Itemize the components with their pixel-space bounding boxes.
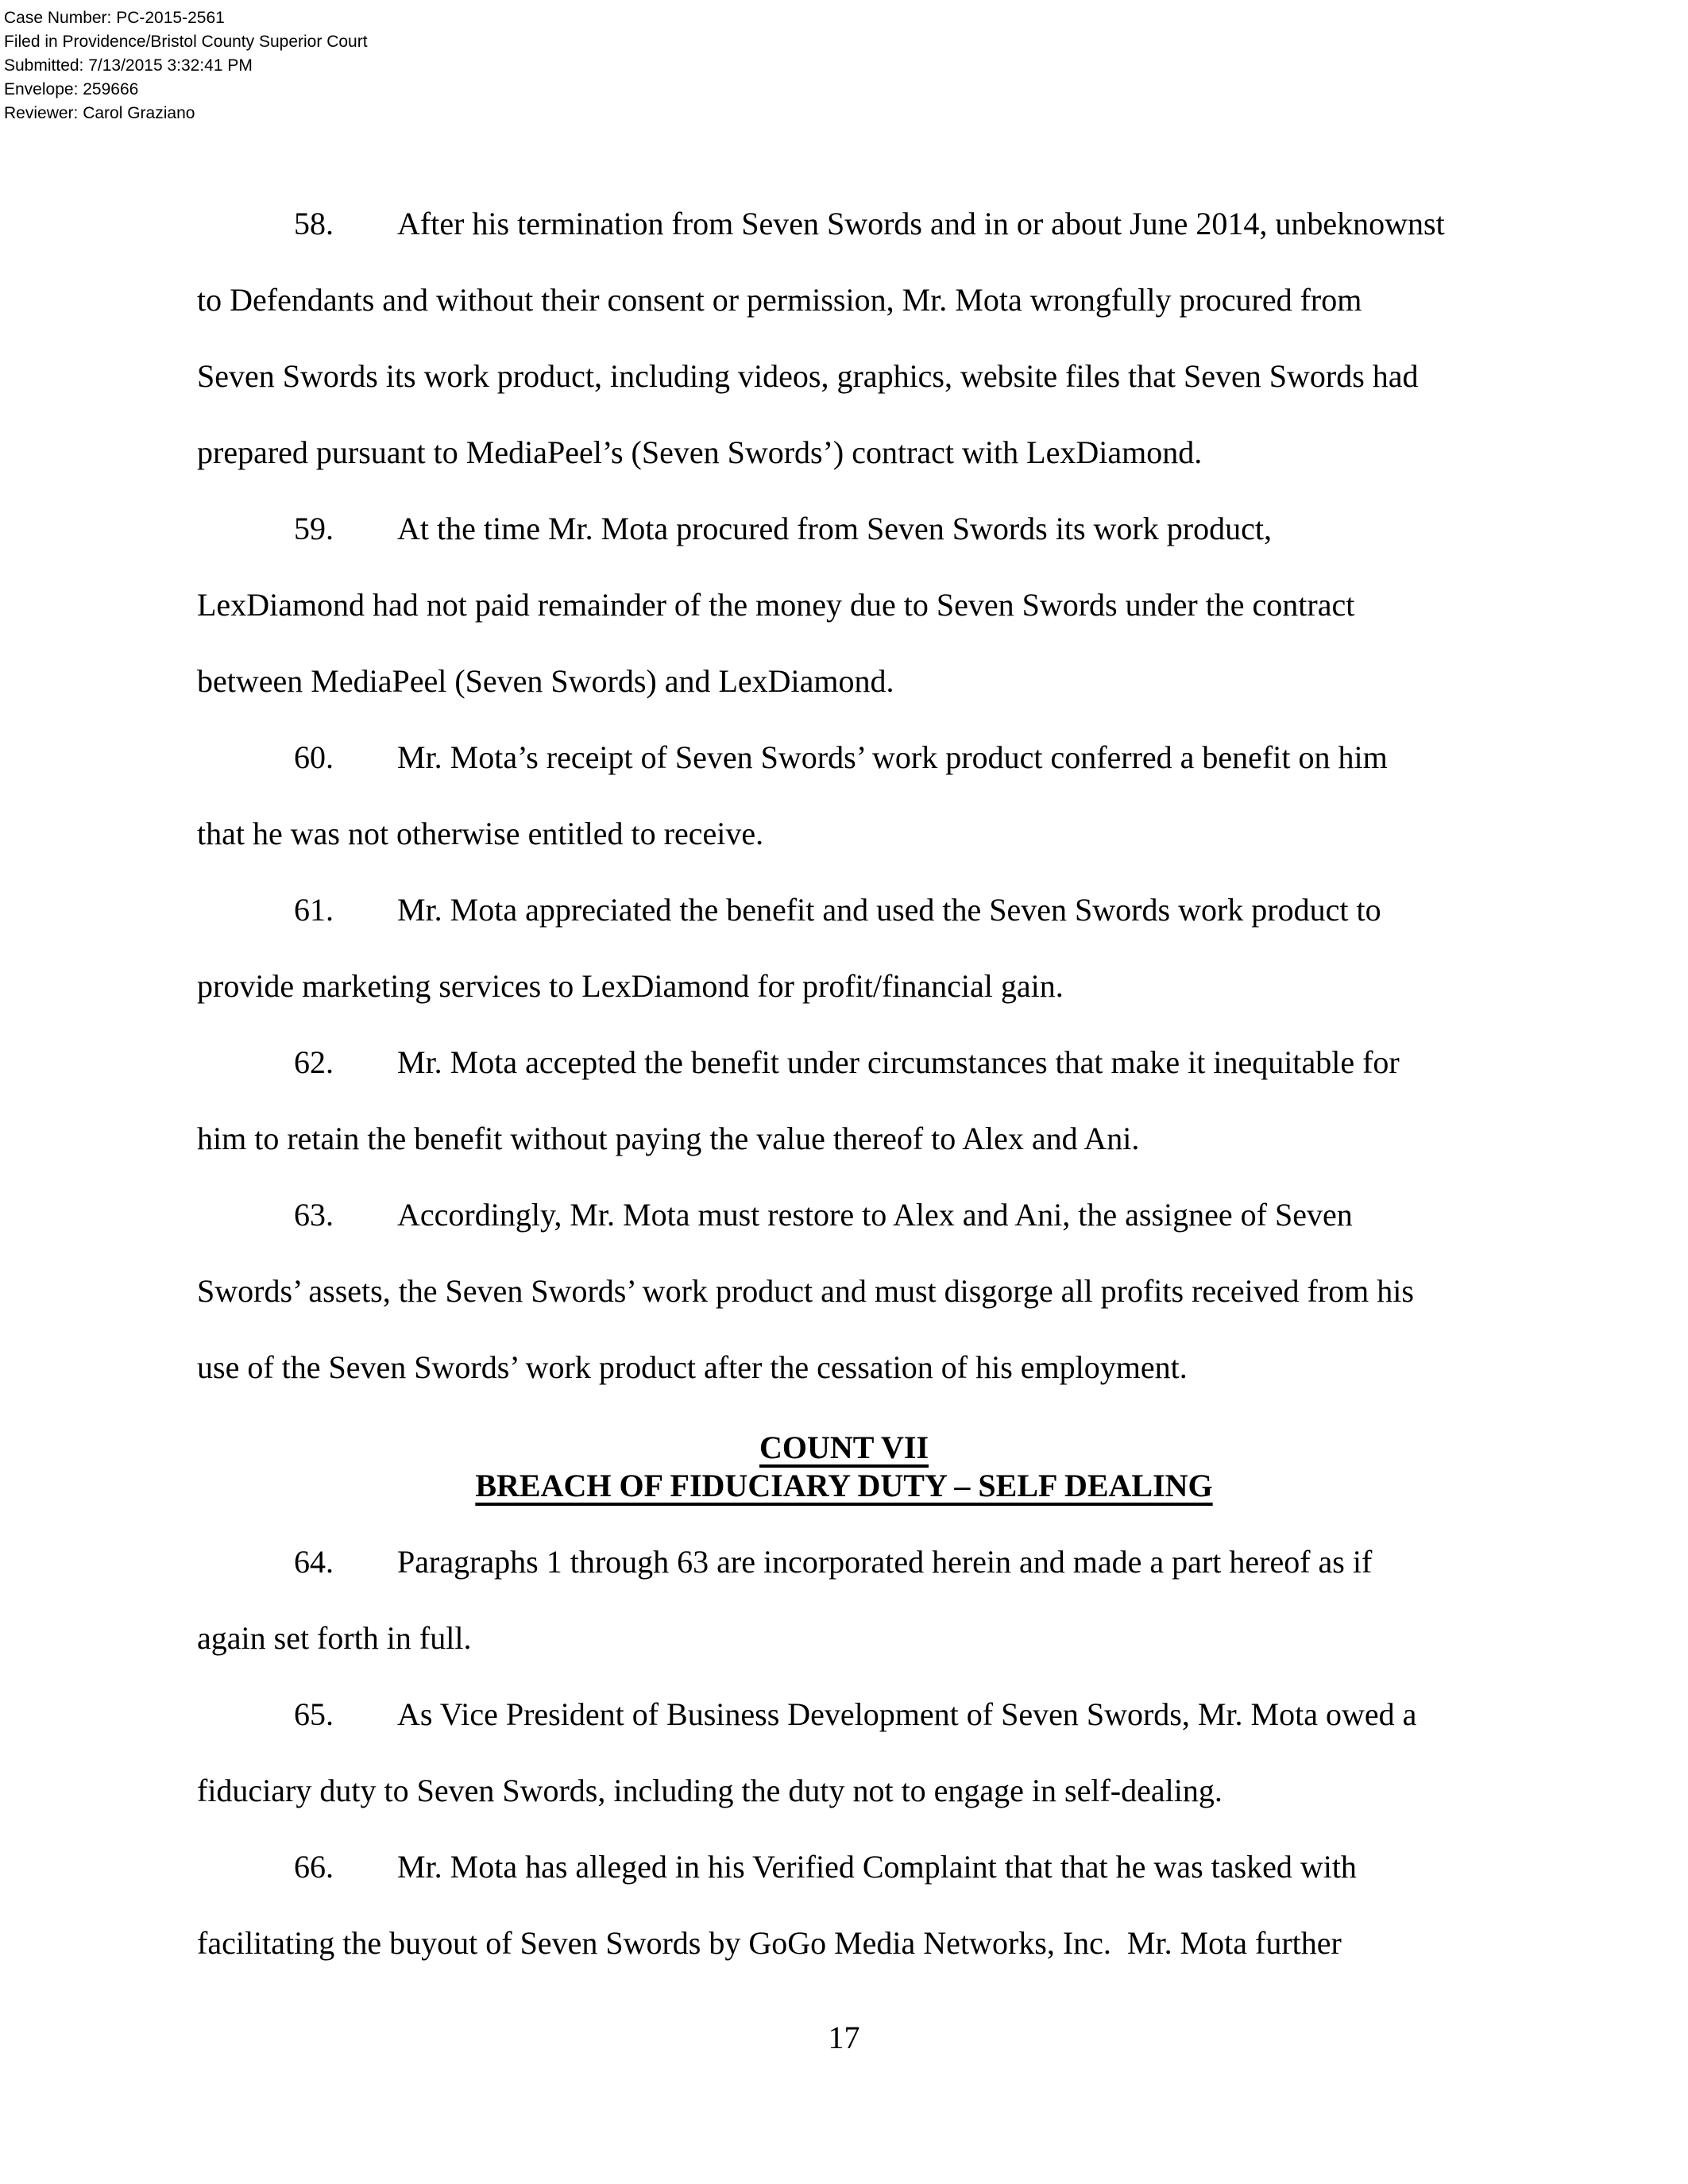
paragraph-text: Accordingly, Mr. Mota must restore to Alex and Ani, the assignee of Seven: [397, 1197, 1353, 1233]
page-number: 17: [828, 2020, 860, 2055]
paragraph-63: [197, 1196, 1508, 1425]
paragraph-line: [197, 1196, 1508, 1272]
stamp-submitted: Submitted: 7/13/2015 3:32:41 PM: [4, 56, 253, 75]
paragraph-text: Paragraphs 1 through 63 are incorporated herein and made a part hereof as if: [397, 1544, 1373, 1580]
paragraph-line: Seven Swords its work product, including videos, graphics, website files that Seven Swords had: [197, 358, 1419, 394]
paragraph-66: [197, 1848, 1508, 2001]
paragraph-line: between MediaPeel (Seven Swords) and LexDiamond.: [197, 663, 894, 699]
efiling-stamp: [4, 6, 368, 125]
paragraph-line: prepared pursuant to MediaPeel’s (Seven Swords’) contract with LexDiamond.: [197, 434, 1203, 470]
paragraph-line: provide marketing services to LexDiamond for profit/financial gain.: [197, 968, 1064, 1004]
paragraph-line: use of the Seven Swords’ work product after the cessation of his employment.: [197, 1349, 1188, 1385]
paragraph-number: 62.: [294, 1044, 334, 1080]
paragraph-text: Mr. Mota’s receipt of Seven Swords’ work product conferred a benefit on him: [397, 739, 1388, 775]
paragraph-line: again set forth in full.: [197, 1620, 472, 1656]
stamp-envelope: Envelope: 259666: [4, 80, 139, 98]
paragraph-line: [197, 205, 1508, 281]
paragraph-number: 58.: [294, 206, 334, 241]
paragraph-number: 61.: [294, 892, 334, 928]
paragraph-64: [197, 1543, 1508, 1696]
paragraph-line: [197, 891, 1508, 967]
stamp-filed-court: Filed in Providence/Bristol County Superior Court: [4, 33, 368, 51]
paragraph-line: [197, 1696, 1508, 1772]
paragraph-line: fiduciary duty to Seven Swords, including the duty not to engage in self-dealing.: [197, 1773, 1223, 1808]
paragraph-61: [197, 891, 1508, 1044]
paragraph-line: [197, 739, 1508, 815]
paragraph-number: 66.: [294, 1849, 334, 1885]
paragraph-line: him to retain the benefit without paying the value thereof to Alex and Ani.: [197, 1121, 1140, 1156]
paragraph-text: Mr. Mota appreciated the benefit and used the Seven Swords work product to: [397, 892, 1381, 928]
stamp-case-number: Case Number: PC-2015-2561: [4, 9, 225, 27]
paragraph-line: [197, 1848, 1508, 1924]
paragraph-line: [197, 1543, 1508, 1619]
count-title: BREACH OF FIDUCIARY DUTY – SELF DEALING: [475, 1468, 1213, 1503]
paragraph-line: Swords’ assets, the Seven Swords’ work product and must disgorge all profits received from his: [197, 1273, 1414, 1309]
body-block-lower: [197, 1543, 1508, 2001]
paragraph-number: 65.: [294, 1696, 334, 1732]
paragraph-number: 63.: [294, 1197, 334, 1233]
paragraph-59: [197, 510, 1508, 739]
paragraph-line: that he was not otherwise entitled to receive.: [197, 816, 764, 851]
paragraph-line: [197, 510, 1508, 586]
paragraph-text: As Vice President of Business Development of Seven Swords, Mr. Mota owed a: [397, 1696, 1417, 1732]
body-block-upper: [197, 205, 1508, 1425]
count-label: COUNT VII: [759, 1430, 929, 1465]
paragraph-text: After his termination from Seven Swords and in or about June 2014, unbeknownst: [397, 206, 1445, 241]
paragraph-number: 64.: [294, 1544, 334, 1580]
paragraph-number: 59.: [294, 511, 334, 546]
paragraph-line: [197, 1044, 1508, 1120]
stamp-reviewer: Reviewer: Carol Graziano: [4, 104, 195, 122]
paragraph-line: to Defendants and without their consent or permission, Mr. Mota wrongfully procured from: [197, 282, 1362, 318]
paragraph-number: 60.: [294, 739, 334, 775]
paragraph-line: facilitating the buyout of Seven Swords by GoGo Media Networks, Inc. Mr. Mota further: [197, 1925, 1342, 1961]
paragraph-58: [197, 205, 1508, 510]
paragraph-60: [197, 739, 1508, 891]
paragraph-line: LexDiamond had not paid remainder of the money due to Seven Swords under the contract: [197, 587, 1355, 623]
paragraph-62: [197, 1044, 1508, 1196]
count-vii-heading: [0, 1429, 1688, 1505]
paragraph-text: Mr. Mota accepted the benefit under circumstances that make it inequitable for: [397, 1044, 1400, 1080]
paragraph-text: Mr. Mota has alleged in his Verified Complaint that that he was tasked with: [397, 1849, 1357, 1885]
paragraph-text: At the time Mr. Mota procured from Seven Swords its work product,: [397, 511, 1272, 546]
paragraph-65: [197, 1696, 1508, 1848]
